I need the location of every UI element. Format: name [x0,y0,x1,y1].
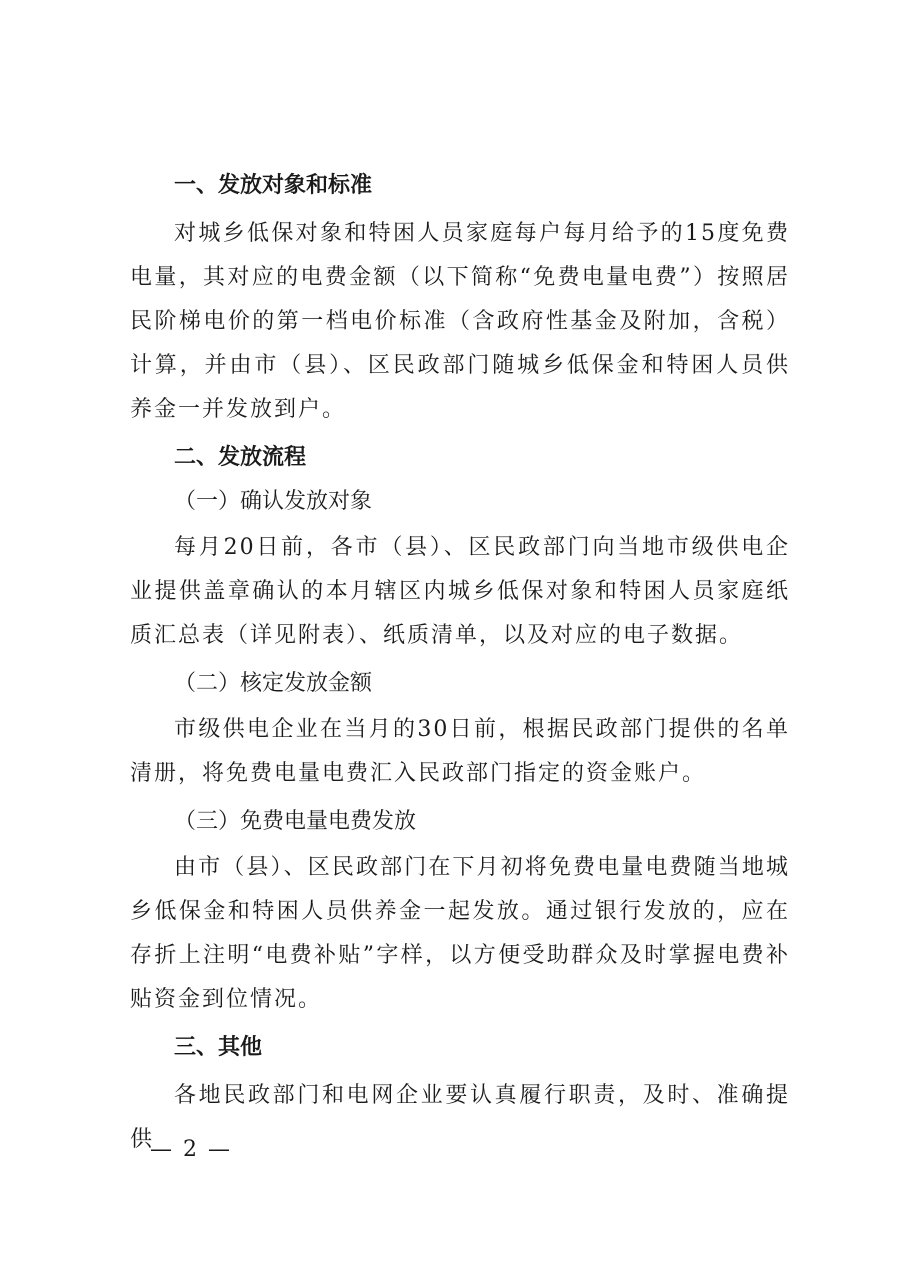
section-1-paragraph: 对城乡低保对象和特困人员家庭每户每月给予的15度免费电量，其对应的电费金额（以下简称“免费电量电费”）按照居民阶梯电价的第一档电价标准（含政府性基金及附加，含税）计算，并由市（县）、区民政部门随城乡低保金和特困人员供养金一并发放到户。 [130,221,790,422]
section-3-paragraph: 各地民政部门和电网企业要认真履行职责，及时、准确提供 [130,1083,790,1152]
subsection-heading-verify-amount: （二）核定发放金额 [174,671,373,696]
subsection-2-paragraph: 市级供电企业在当月的30日前，根据民政部门提供的名单清册，将免费电量电费汇入民政部门指定的资金账户。 [130,717,790,786]
page-number: — 2 — [150,1137,232,1162]
section-heading-3: 三、其他 [174,1035,263,1060]
document-body [130,168,790,1170]
subsection-heading-confirm-recipients: （一）确认发放对象 [174,489,373,514]
section-heading-2: 二、发放流程 [174,445,307,470]
subsection-3-paragraph: 由市（县）、区民政部门在下月初将免费电量电费随当地城乡低保金和特困人员供养金一起发放。通过银行发放的，应在存折上注明“电费补贴”字样，以方便受助群众及时掌握电费补贴资金到位情况。 [130,855,790,1012]
subsection-heading-payment: （三）免费电量电费发放 [174,809,417,834]
subsection-1-paragraph: 每月20日前，各市（县）、区民政部门向当地市级供电企业提供盖章确认的本月辖区内城乡低保对象和特困人员家庭纸质汇总表（详见附表）、纸质清单，以及对应的电子数据。 [130,535,790,648]
section-heading-1: 一、发放对象和标准 [174,173,373,198]
